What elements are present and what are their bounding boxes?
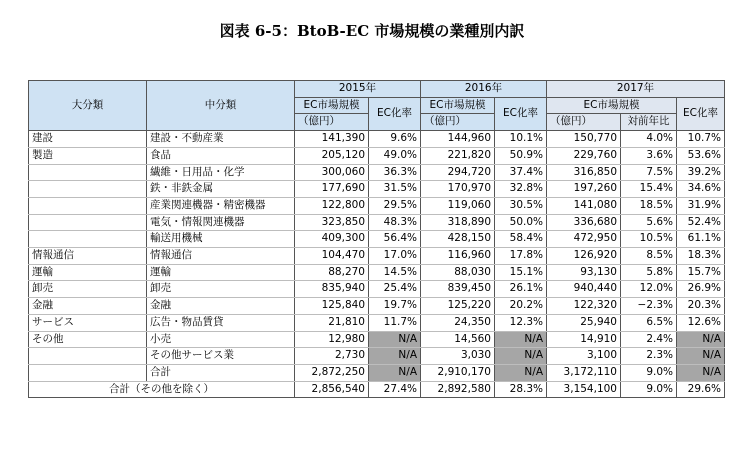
cell-minor: 産業関連機器・精密機器 [147,197,295,214]
table-row [29,181,725,198]
cell-market-2016: 116,960 [421,248,495,265]
cell-minor: 広告・物品賃貸 [147,314,295,331]
cell-yoy-2017: 18.5% [621,197,677,214]
cell-rate-2015: 14.5% [369,264,421,281]
cell-rate-2015: 56.4% [369,231,421,248]
btob-ec-table [28,80,725,398]
cell-minor: 金融 [147,298,295,315]
cell-market-2015: 323,850 [295,214,369,231]
cell-major: その他 [29,331,147,348]
cell-market-2016: 2,892,580 [421,381,495,398]
cell-rate-2017: 53.6% [677,147,725,164]
cell-market-2017: 25,940 [547,314,621,331]
cell-rate-2017: N/A [677,348,725,365]
table-row [29,131,725,148]
table-row [29,298,725,315]
cell-yoy-2017: 7.5% [621,164,677,181]
cell-major: サービス [29,314,147,331]
table-row [29,147,725,164]
cell-market-2015: 2,730 [295,348,369,365]
table-row [29,264,725,281]
table-row [29,248,725,265]
header-2015-market: EC市場規模 [295,97,369,114]
cell-major [29,164,147,181]
cell-rate-2016: 37.4% [495,164,547,181]
cell-minor: 卸売 [147,281,295,298]
cell-rate-2017: 39.2% [677,164,725,181]
cell-market-2017: 229,760 [547,147,621,164]
cell-rate-2016: 32.8% [495,181,547,198]
header-2015-unit: （億円） [295,114,369,131]
cell-market-2017: 3,172,110 [547,364,621,381]
cell-market-2017: 93,130 [547,264,621,281]
cell-market-2016: 2,910,170 [421,364,495,381]
total-excluding-other-row [29,381,725,398]
table-body [29,131,725,398]
cell-market-2016: 170,970 [421,181,495,198]
cell-yoy-2017: −2.3% [621,298,677,315]
cell-minor: 食品 [147,147,295,164]
cell-market-2016: 428,150 [421,231,495,248]
cell-market-2017: 197,260 [547,181,621,198]
cell-market-2015: 177,690 [295,181,369,198]
cell-rate-2015: 27.4% [369,381,421,398]
cell-rate-2015: N/A [369,364,421,381]
cell-market-2015: 141,390 [295,131,369,148]
header-2016: 2016年 [421,81,547,98]
cell-rate-2015: 25.4% [369,281,421,298]
cell-market-2015: 88,270 [295,264,369,281]
cell-rate-2017: 52.4% [677,214,725,231]
cell-market-2016: 144,960 [421,131,495,148]
cell-rate-2015: 19.7% [369,298,421,315]
header-2017: 2017年 [547,81,725,98]
cell-rate-2017: 31.9% [677,197,725,214]
cell-market-2016: 24,350 [421,314,495,331]
cell-rate-2016: 58.4% [495,231,547,248]
cell-minor: その他サービス業 [147,348,295,365]
cell-rate-2016: N/A [495,364,547,381]
cell-minor: 繊維・日用品・化学 [147,164,295,181]
cell-market-2016: 125,220 [421,298,495,315]
cell-market-2017: 336,680 [547,214,621,231]
cell-yoy-2017: 9.0% [621,381,677,398]
cell-rate-2016: 20.2% [495,298,547,315]
table-row [29,348,725,365]
cell-rate-2016: 15.1% [495,264,547,281]
header-2016-rate: EC化率 [495,97,547,130]
cell-market-2015: 409,300 [295,231,369,248]
cell-market-2017: 940,440 [547,281,621,298]
cell-major: 金融 [29,298,147,315]
header-minor: 中分類 [147,81,295,131]
cell-market-2016: 119,060 [421,197,495,214]
cell-market-2015: 21,810 [295,314,369,331]
cell-minor: 輸送用機械 [147,231,295,248]
cell-yoy-2017: 12.0% [621,281,677,298]
cell-rate-2016: 28.3% [495,381,547,398]
cell-minor: 鉄・非鉄金属 [147,181,295,198]
header-2015: 2015年 [295,81,421,98]
cell-major [29,348,147,365]
cell-minor: 小売 [147,331,295,348]
cell-rate-2016: 17.8% [495,248,547,265]
cell-market-2017: 126,920 [547,248,621,265]
cell-market-2016: 221,820 [421,147,495,164]
cell-rate-2017: 20.3% [677,298,725,315]
cell-major [29,231,147,248]
cell-rate-2015: 29.5% [369,197,421,214]
cell-rate-2017: 61.1% [677,231,725,248]
cell-rate-2015: 11.7% [369,314,421,331]
cell-rate-2017: 12.6% [677,314,725,331]
cell-rate-2015: 36.3% [369,164,421,181]
cell-yoy-2017: 5.6% [621,214,677,231]
cell-market-2015: 205,120 [295,147,369,164]
cell-rate-2016: 26.1% [495,281,547,298]
cell-market-2017: 150,770 [547,131,621,148]
header-2016-market: EC市場規模 [421,97,495,114]
cell-rate-2015: 17.0% [369,248,421,265]
cell-yoy-2017: 10.5% [621,231,677,248]
cell-yoy-2017: 2.4% [621,331,677,348]
cell-market-2017: 472,950 [547,231,621,248]
cell-rate-2017: 15.7% [677,264,725,281]
header-major: 大分類 [29,81,147,131]
cell-market-2015: 125,840 [295,298,369,315]
total-ex-label: 合計（その他を除く） [29,381,295,398]
cell-major [29,214,147,231]
cell-rate-2017: 10.7% [677,131,725,148]
cell-minor: 電気・情報関連機器 [147,214,295,231]
cell-minor: 建設・不動産業 [147,131,295,148]
cell-major: 情報通信 [29,248,147,265]
cell-yoy-2017: 6.5% [621,314,677,331]
table-header [29,81,725,131]
cell-market-2015: 835,940 [295,281,369,298]
cell-major [29,181,147,198]
cell-rate-2016: N/A [495,331,547,348]
cell-yoy-2017: 8.5% [621,248,677,265]
cell-rate-2017: 18.3% [677,248,725,265]
cell-rate-2015: 9.6% [369,131,421,148]
cell-rate-2015: N/A [369,331,421,348]
cell-rate-2016: 10.1% [495,131,547,148]
table-row [29,214,725,231]
cell-market-2016: 3,030 [421,348,495,365]
cell-market-2016: 88,030 [421,264,495,281]
header-2017-market: EC市場規模 [547,97,677,114]
cell-minor: 情報通信 [147,248,295,265]
cell-rate-2016: 50.0% [495,214,547,231]
cell-major [29,197,147,214]
cell-rate-2015: 49.0% [369,147,421,164]
cell-yoy-2017: 4.0% [621,131,677,148]
cell-rate-2016: 12.3% [495,314,547,331]
cell-market-2017: 3,100 [547,348,621,365]
cell-major: 卸売 [29,281,147,298]
cell-market-2016: 14,560 [421,331,495,348]
cell-market-2017: 122,320 [547,298,621,315]
cell-major: 運輸 [29,264,147,281]
cell-market-2015: 300,060 [295,164,369,181]
page-title: 図表 6-5：BtoB-EC 市場規模の業種別内訳 [219,22,525,40]
total-row [29,364,725,381]
cell-market-2017: 316,850 [547,164,621,181]
cell-yoy-2017: 15.4% [621,181,677,198]
cell-market-2015: 2,872,250 [295,364,369,381]
table-row [29,331,725,348]
cell-rate-2016: N/A [495,348,547,365]
cell-major: 建設 [29,131,147,148]
table-row [29,314,725,331]
cell-yoy-2017: 5.8% [621,264,677,281]
cell-market-2016: 839,450 [421,281,495,298]
table-row [29,197,725,214]
cell-rate-2017: N/A [677,331,725,348]
cell-rate-2016: 50.9% [495,147,547,164]
cell-minor: 運輸 [147,264,295,281]
cell-market-2017: 14,910 [547,331,621,348]
header-2016-unit: （億円） [421,114,495,131]
cell-market-2015: 104,470 [295,248,369,265]
cell-major-blank [29,364,147,381]
cell-market-2015: 122,800 [295,197,369,214]
header-2017-rate: EC化率 [677,97,725,130]
cell-market-2017: 141,080 [547,197,621,214]
cell-rate-2015: 48.3% [369,214,421,231]
cell-yoy-2017: 9.0% [621,364,677,381]
table-row [29,231,725,248]
header-2017-yoy: 対前年比 [621,114,677,131]
cell-yoy-2017: 3.6% [621,147,677,164]
cell-yoy-2017: 2.3% [621,348,677,365]
header-2015-rate: EC化率 [369,97,421,130]
cell-rate-2017: 26.9% [677,281,725,298]
cell-rate-2017: 34.6% [677,181,725,198]
cell-market-2015: 12,980 [295,331,369,348]
cell-market-2016: 318,890 [421,214,495,231]
header-2017-unit: （億円） [547,114,621,131]
cell-rate-2016: 30.5% [495,197,547,214]
total-label: 合計 [147,364,295,381]
cell-rate-2015: 31.5% [369,181,421,198]
cell-rate-2015: N/A [369,348,421,365]
cell-market-2015: 2,856,540 [295,381,369,398]
cell-market-2016: 294,720 [421,164,495,181]
cell-major: 製造 [29,147,147,164]
cell-rate-2017: 29.6% [677,381,725,398]
cell-market-2017: 3,154,100 [547,381,621,398]
table-row [29,164,725,181]
cell-rate-2017: N/A [677,364,725,381]
table-row [29,281,725,298]
